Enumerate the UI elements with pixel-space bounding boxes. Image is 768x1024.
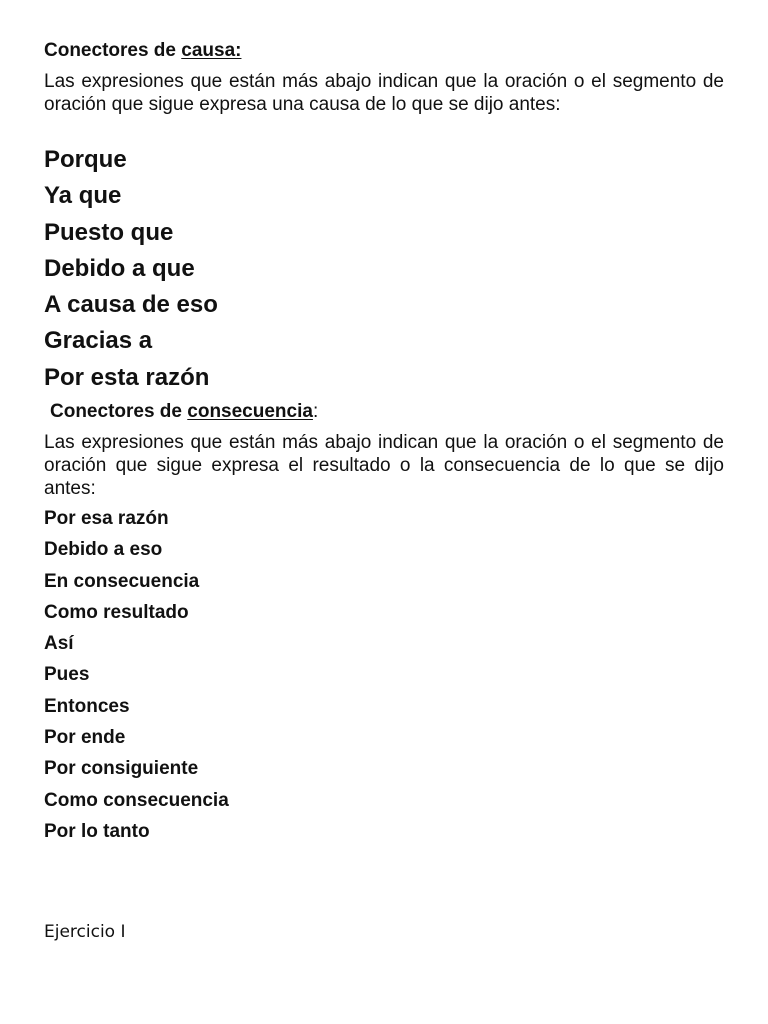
consecuencia-heading-suffix: :	[312, 401, 319, 422]
causa-heading-prefix: Conectores de	[44, 40, 182, 61]
consecuencia-connector-item: Como resultado	[44, 601, 189, 623]
consecuencia-heading-prefix: Conectores de	[50, 401, 188, 422]
causa-heading	[44, 40, 241, 62]
causa-heading-word: causa:	[181, 40, 242, 61]
causa-connector-item: A causa de eso	[44, 291, 218, 319]
consecuencia-connector-item: Pues	[44, 664, 90, 686]
consecuencia-connector-item: Por ende	[44, 727, 126, 749]
consecuencia-connector-item: Debido a eso	[44, 539, 163, 561]
consecuencia-connector-item: Como consecuencia	[44, 789, 229, 811]
consecuencia-heading	[50, 401, 318, 423]
consecuencia-connector-item: Así	[44, 633, 74, 655]
causa-connector-item: Porque	[44, 146, 127, 173]
consecuencia-connector-item: Por consiguiente	[44, 758, 199, 780]
causa-connector-item: Gracias a	[44, 327, 153, 355]
causa-connector-list	[44, 142, 218, 396]
causa-connector-item: Por esta razón	[44, 363, 210, 391]
consecuencia-heading-word: consecuencia	[187, 401, 313, 422]
causa-connector-item: Puesto que	[44, 218, 174, 246]
consecuencia-intro-paragraph: Las expresiones que están más abajo indican que la oración o el segmento de oración que sigue expresa el resultado o la consecuencia de lo que se dijo antes:	[44, 432, 724, 499]
consecuencia-connector-list	[44, 503, 229, 847]
consecuencia-connector-item: Por lo tanto	[44, 820, 150, 842]
causa-connector-item: Debido a que	[44, 254, 195, 282]
causa-intro-paragraph: Las expresiones que están más abajo indican que la oración o el segmento de oración que sigue expresa una causa de lo que se dijo antes:	[44, 71, 724, 115]
consecuencia-connector-item: Por esa razón	[44, 508, 169, 529]
causa-connector-item: Ya que	[44, 182, 122, 210]
exercise-label: Ejercicio I	[44, 922, 126, 942]
consecuencia-connector-item: En consecuencia	[44, 570, 200, 592]
consecuencia-connector-item: Entonces	[44, 695, 130, 717]
